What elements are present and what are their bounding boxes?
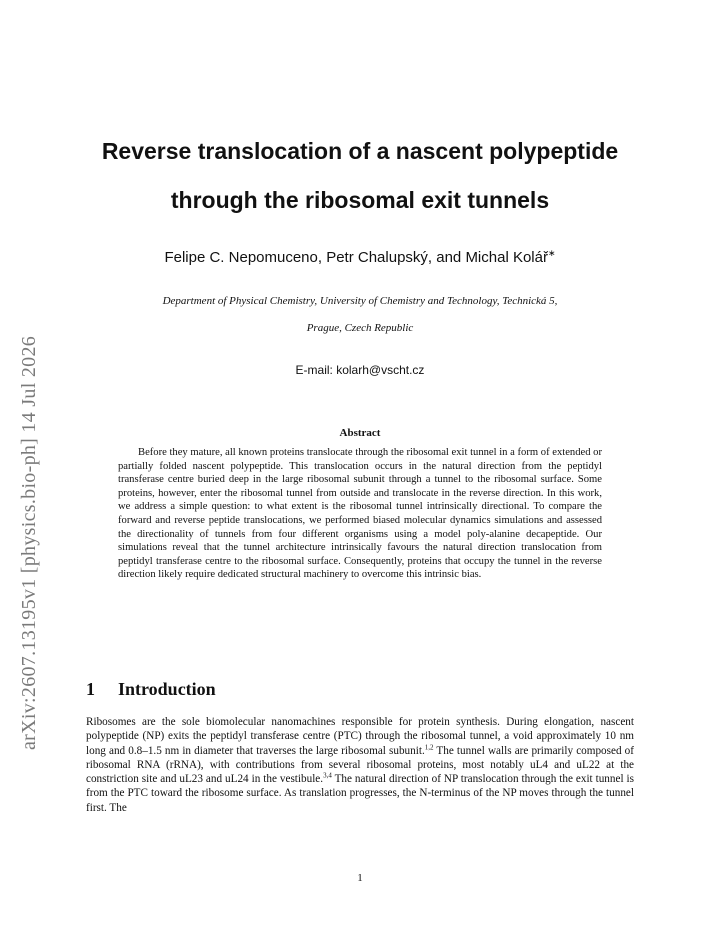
section-title: Introduction [118, 679, 216, 699]
intro-text-part-1: Ribosomes are the sole biomolecular nanomachines responsible for protein synthesis. During elongation, nascent polypeptide (NP) exits the peptidyl transferase centre (PTC) through the ribosomal tunnel, a void approximately 10 nm long and 0.8–1.5 nm in diameter that traverses the large ribosomal subunit. [86, 716, 634, 757]
section-heading-introduction [86, 679, 216, 700]
author-list [60, 248, 660, 266]
intro-text-part-3: The natural direction of NP translocation through the exit tunnel is from the PTC toward the ribosome surface. As translation progresses, the N-terminus of the NP moves through the tunnel first. The [86, 773, 634, 814]
section-number: 1 [86, 679, 95, 699]
paper-title-line-2: through the ribosomal exit tunnels [170, 187, 550, 213]
arxiv-identifier-stamp: arXiv:2607.13195v1 [physics.bio-ph] 14 Jul 2026 [18, 335, 40, 750]
citation-reference-1[interactable]: 1,2 [424, 742, 434, 751]
corresponding-author-marker: ∗ [547, 248, 556, 258]
introduction-paragraph [86, 715, 634, 815]
abstract-heading: Abstract [339, 427, 381, 439]
citation-reference-2[interactable]: 3,4 [323, 771, 332, 780]
page-number: 1 [357, 872, 363, 884]
affiliation-line-1: Department of Physical Chemistry, University of Chemistry and Technology, Technická 5, [162, 295, 558, 307]
affiliation-line-2: Prague, Czech Republic [306, 322, 414, 334]
intro-text-part-2: The tunnel walls are primarily composed of ribosomal RNA (rRNA), with contributions from several ribosomal proteins, most notably uL4 and uL22 at the constriction site and uL23 and uL24 in the vestibule. [86, 744, 634, 786]
paper-title-line-1: Reverse translocation of a nascent polypeptide [101, 138, 619, 164]
contact-email: E-mail: kolarh@vscht.cz [295, 363, 425, 377]
abstract-text: Before they mature, all known proteins translocate through the ribosomal exit tunnel in a form of extended or partially folded nascent polypeptide. This translocation occurs in the natural direction from the peptidyl transferase centre buried deep in the large ribosomal subunit through a tunnel to the ribosomal surface. Some proteins, however, enter the ribosomal tunnel from outside and translocate in the reverse direction. In this work, we address a simple question: to what extent is the ribosomal tunnel intrinsically directional. To compare the forward and reverse peptide translocations, we performed biased molecular dynamics simulations and assessed the directionality of tunnels from four different organisms using a model poly-alanine decapeptide. Our simulations reveal that the tunnel architecture intrinsically favours the natural direction translocation from peptidyl transferase centre to the ribosomal surface. Consequently, proteins that occupy the tunnel in the reverse direction likely require dedicated structural machinery to overcome this intrinsic bias. [118, 447, 602, 581]
author-names: Felipe C. Nepomuceno, Petr Chalupský, and Michal Kolář [164, 249, 548, 266]
